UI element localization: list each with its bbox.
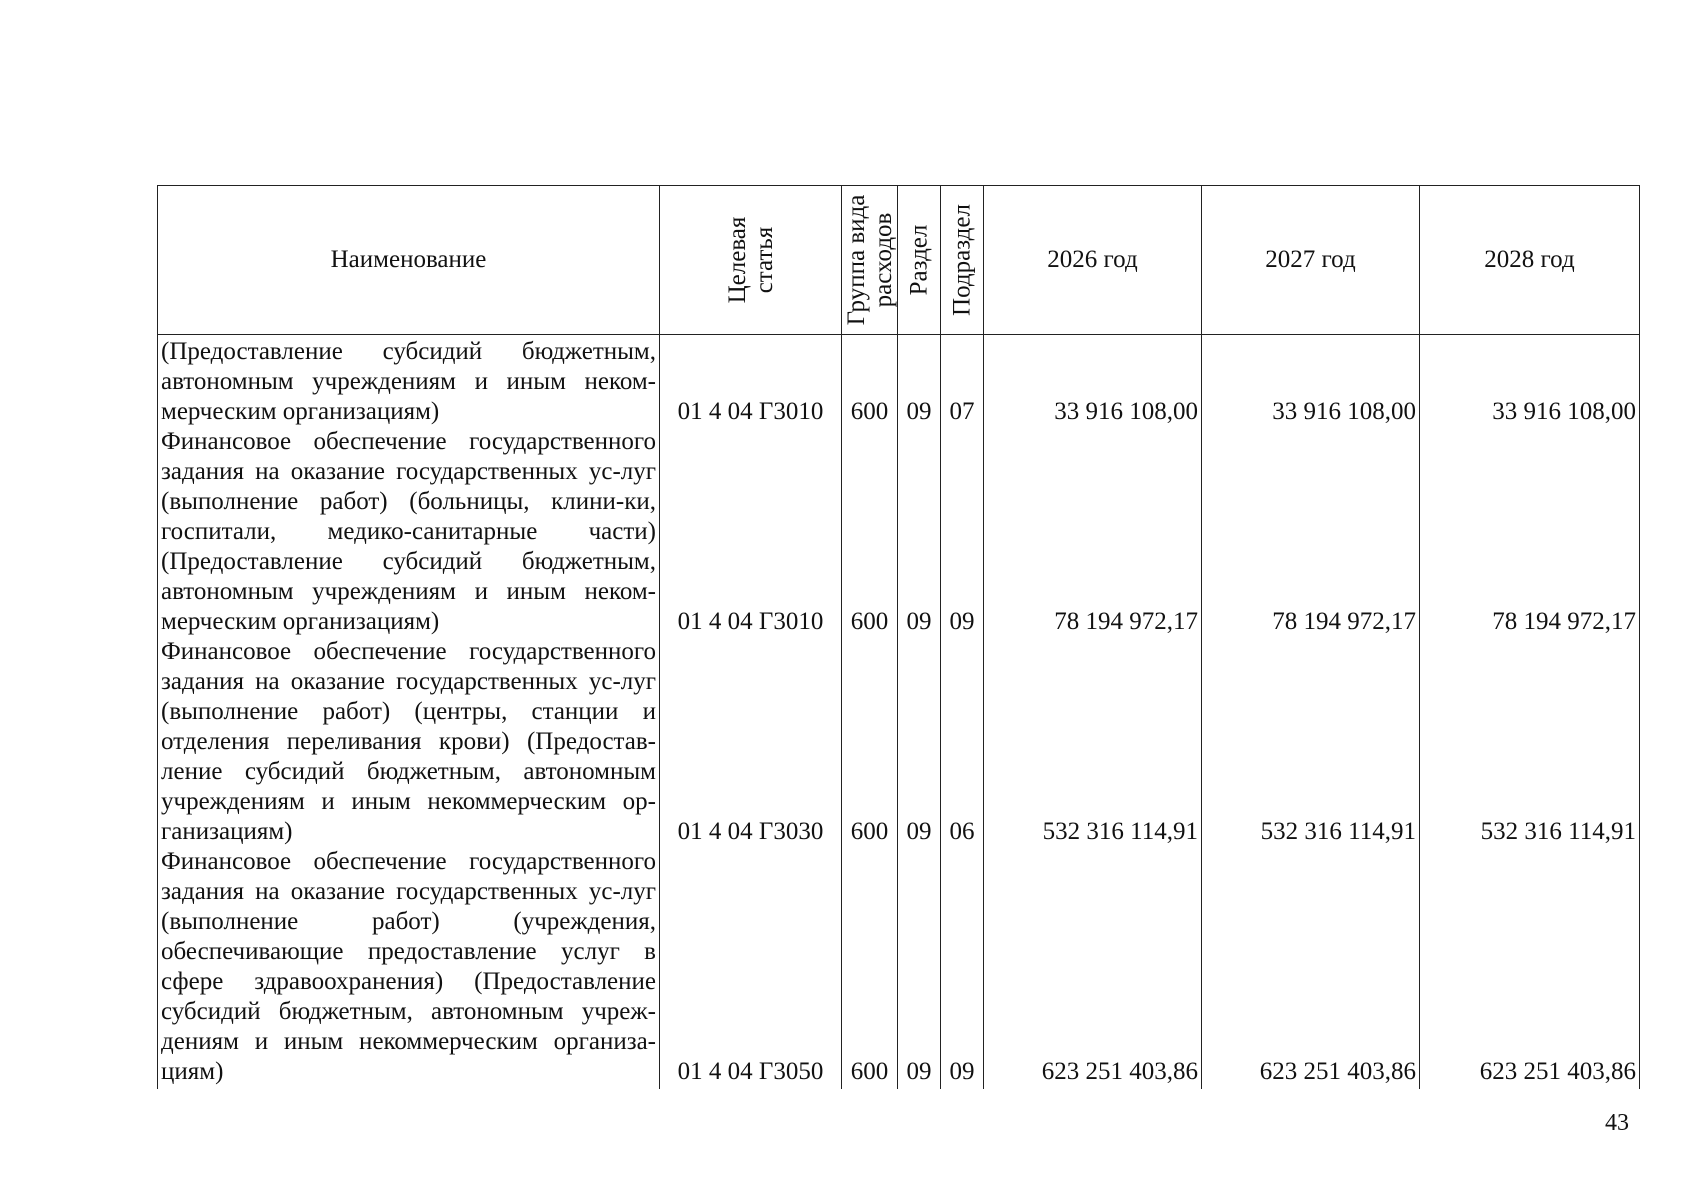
header-subsection <box>941 186 984 335</box>
table-row <box>158 847 1640 1089</box>
row-subsection: 07 <box>941 335 984 428</box>
header-year-2028: 2028 год <box>1420 186 1640 335</box>
header-group-line2: расходов <box>869 212 897 308</box>
header-subsection-text: Подраздел <box>948 204 976 316</box>
row-amount-2028: 532 316 114,91 <box>1420 637 1640 847</box>
row-target: 01 4 04 Г3030 <box>660 637 842 847</box>
row-amount-2027: 33 916 108,00 <box>1202 335 1420 428</box>
row-group: 600 <box>842 637 898 847</box>
row-amount-2026: 532 316 114,91 <box>984 637 1202 847</box>
header-target-article <box>660 186 842 335</box>
header-section-text: Раздел <box>905 224 933 296</box>
row-name: (Предоставление субсидий бюджетным, автономным учреждениям и иным неком-мерческим организациям) <box>158 335 660 428</box>
row-amount-2028: 78 194 972,17 <box>1420 427 1640 637</box>
row-group: 600 <box>842 427 898 637</box>
row-target: 01 4 04 Г3050 <box>660 847 842 1089</box>
page-number: 43 <box>1605 1110 1629 1136</box>
row-target: 01 4 04 Г3010 <box>660 427 842 637</box>
row-name: Финансовое обеспечение государственного задания на оказание государственных ус-луг (выполнение работ) (центры, станции и отделения переливания крови) (Предостав-ление субсидий бюджетным, автономным учреждениям и иным некоммерческим ор-ганизациям) <box>158 637 660 847</box>
header-name: Наименование <box>158 186 660 335</box>
table-row <box>158 335 1640 428</box>
row-amount-2027: 532 316 114,91 <box>1202 637 1420 847</box>
row-section: 09 <box>898 427 941 637</box>
row-section: 09 <box>898 335 941 428</box>
table-header-row <box>158 186 1640 335</box>
budget-table <box>157 185 1640 1089</box>
header-target-line1: Целевая <box>723 216 751 304</box>
header-section <box>898 186 941 335</box>
header-target-line2: статья <box>750 226 778 294</box>
row-amount-2028: 33 916 108,00 <box>1420 335 1640 428</box>
row-amount-2026: 33 916 108,00 <box>984 335 1202 428</box>
header-year-2027: 2027 год <box>1202 186 1420 335</box>
row-subsection: 06 <box>941 637 984 847</box>
row-amount-2027: 623 251 403,86 <box>1202 847 1420 1089</box>
row-subsection: 09 <box>941 847 984 1089</box>
header-expense-group <box>842 186 898 335</box>
table-row <box>158 427 1640 637</box>
row-name: Финансовое обеспечение государственного задания на оказание государственных ус-луг (выполнение работ) (больницы, клини-ки, госпитали, медико-санитарные части) (Предоставление субсидий бюджетным, автономным учреждениям и иным неком-мерческим организациям) <box>158 427 660 637</box>
row-subsection: 09 <box>941 427 984 637</box>
table-row <box>158 637 1640 847</box>
row-target: 01 4 04 Г3010 <box>660 335 842 428</box>
row-group: 600 <box>842 847 898 1089</box>
header-group-line1: Группа вида <box>842 194 870 326</box>
row-group: 600 <box>842 335 898 428</box>
row-section: 09 <box>898 637 941 847</box>
header-year-2026: 2026 год <box>984 186 1202 335</box>
row-amount-2026: 623 251 403,86 <box>984 847 1202 1089</box>
row-amount-2026: 78 194 972,17 <box>984 427 1202 637</box>
row-amount-2028: 623 251 403,86 <box>1420 847 1640 1089</box>
row-name: Финансовое обеспечение государственного задания на оказание государственных ус-луг (выполнение работ) (учреждения, обеспечивающие предоставление услуг в сфере здравоохранения) (Предоставление субсидий бюджетным, автономным учреж-дениям и иным некоммерческим организа-циям) <box>158 847 660 1089</box>
row-section: 09 <box>898 847 941 1089</box>
row-amount-2027: 78 194 972,17 <box>1202 427 1420 637</box>
